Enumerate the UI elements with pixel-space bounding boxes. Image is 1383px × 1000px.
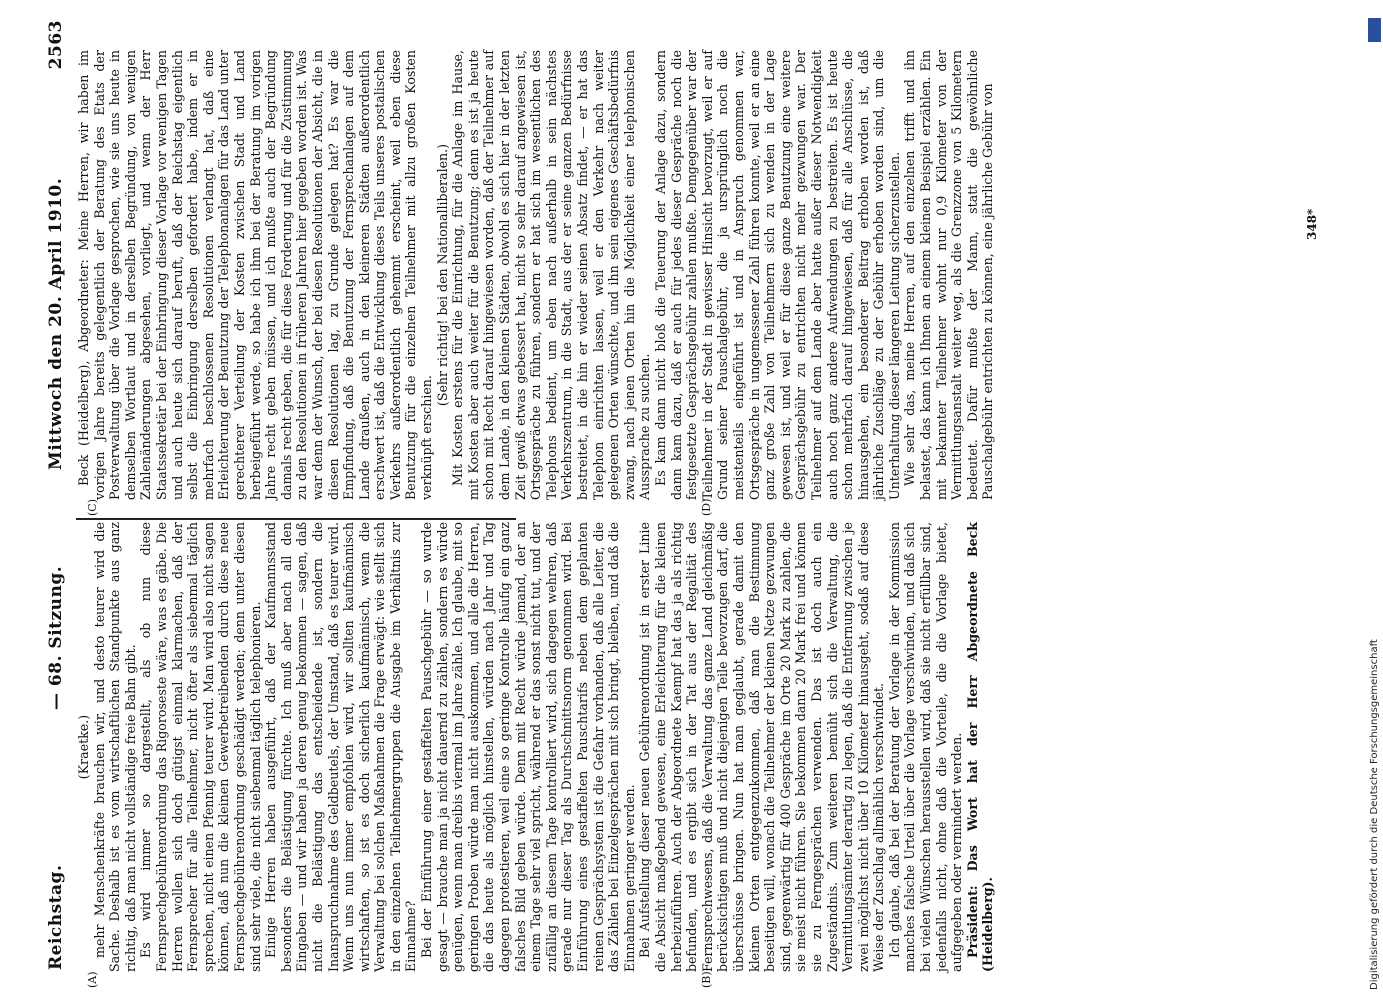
paragraph: Es wird immer so dargestellt, als ob nun diese Fernsprechgebührenordnung das Rigoroseste wäre, was es gäbe. Die Herren wollen sich doch gütigst einmal klarmachen, daß der Fernsprecher für alle Teilnehmer, nicht öfter als siebenmal täglich sprechen, nicht einen Pfennig teurer wird. Man wird also nicht sagen können, daß nun die kleinen Gewerbetreibenden durch diese neue Fernsprechgebührenordnung geschädigt werden; denn unter diesen sind sehr viele, die nicht siebenmal täglich telephonieren. [138,522,263,972]
dfg-credit: Digitalisierung gefördert durch die Deutsche Forschungsgemeinschaft [1369,639,1380,990]
speaker-continuation: (Kraetke.) [76,714,91,780]
dfg-sidebar [1368,10,1382,990]
president-line: Präsident: Das Wort hat der Herr Abgeordnete Beck (Heidelberg). [964,522,996,972]
margin-marker-d: (D) [700,498,713,516]
left-column [76,522,996,972]
paragraph: Es kam dann nicht bloß die Teuerung der Anlage dazu, sondern dann kam dazu, daß er auch für jedes dieser Gespräche noch die festgesetzte Gesprächsgebühr zahlen mußte. Demgegenüber war der Teilnehmer in der Stadt in gewisser Hinsicht bevorzugt, weil er auf Grund seiner Pauschalgebühr, die ja ursprünglich noch die meistenteils eingeführt ist und in Anspruch genommen war, Ortsgespräche in ungemessener Zahl führen konnte, weil er an eine ganz große Zahl von Teilnehmern sich zu wenden in der Lage gewesen ist, und weil er für diese ganze Benutzung eine weitere Gesprächsgebühr zu entrichten nicht mehr gezwungen war. Der Teilnehmer auf dem Lande aber hatte außer dieser Notwendigkeit auch noch ganz andere Aufwendungen zu bestreiten. Es ist heute schon mehrfach darauf hingewiesen, daß für alle Anschlüsse, die hinausgehen, ein besonderer Beitrag erhoben worden ist, daß jährliche Zuschläge zu der Gebühr erhoben worden sind, um die Unterhaltung dieser längeren Leitung sicherzustellen. [652,50,902,500]
paragraph: Einige Herren haben ausgeführt, daß der Kaufmannsstand besonders die Belästigung fürchte. Ich muß aber nach all den Eingaben — und wir haben ja deren genug bekommen — sagen, daß nicht die Belästigung das entscheidende ist, sondern die Inanspruchnahme des Geldbeutels, der Umstand, daß es teurer wird. Wenn uns nun immer empfohlen wird, wir sollten kaufmännisch wirtschaften, so ist es doch sicherlich kaufmännisch, wenn die Verwaltung bei solchen Maßnahmen die Frage erwägt: wie stellt sich in den einzelnen Teilnehmergruppen die Ausgabe im Verhältnis zur Einnahme? [263,522,419,972]
margin-marker-c: (C) [86,499,99,516]
paragraph: Bei der Einführung einer gestaffelten Pauschgebühr — so wurde gesagt — brauche man ja nicht dauernd zu zählen, sondern es würde genügen, wenn man dreibis viermal im Jahre zähle. Ich glaube, mit so geringen Proben würde man nicht auskommen, und alle die Herren, die das heute als möglich hinstellen, würden nach Jahr und Tag dagegen protestieren, weil eine so geringe Kontrolle häufig ein ganz falsches Bild geben würde. Denn mit Recht würde jemand, der an einem Tage sehr viel spricht, während er das sonst nicht tut, und der zufällig an diesem Tage kontrolliert wird, sich dagegen wehren, daß gerade nur dieser Tag als Durchschnittsnorm genommen wird. Bei Einführung eines gestaffelten Pauschtarifs neben dem geplanten reinen Gesprächsystem ist die Gefahr vorhanden, daß alle Leiter, die das Zählen bei Einzelgesprächen mit sich bringt, bleiben, und daß die Einnahmen geringer werden. [419,522,637,972]
page-number: 2563 [46,20,66,70]
column-divider [76,518,516,520]
page-header [40,20,72,970]
right-column [76,50,996,500]
header-date: Mittwoch den 20. April 1910. [46,177,66,470]
header-session: — 68. Sitzung. [46,565,66,710]
paragraph: Bei Aufstellung dieser neuen Gebührenordnung ist in erster Linie die Absicht maßgebend gewesen, eine Erleichterung für die kleinen herbeizuführen. Auch der Abgeordnete Kaempf hat das ja als richtig befunden, und es ergibt sich in der Tat aus der Regalität des Fernsprechwesens, daß die Verwaltung das ganze Land gleichmäßig berücksichtigen muß und nicht diejenigen Teile bevorzugen darf, die überschüsse bringen. Nun hat man geglaubt, gerade damit den kleinen Orten entgegenzukommen, daß man die Bestimmung beseitigen will, wonach die Teilnehmer der kleinen Netze gezwungen sind, gegenwärtig für 400 Gespräche im Orte 20 Mark zu zahlen, die sie meist nicht führen. Sie bekommen dann 20 Mark frei und können sie zu Ferngesprächen verwenden. Das ist doch auch ein Zugeständnis. Zum weiteren bemüht sich die Verwaltung, die Vermittlungsämter derartig zu legen, daß die Entfernung zwischen je zwei möglichst nicht über 10 Kilometer hinausgeht, sodaß auf diese Weise der Zuschlag allmählich verschwindet. [637,522,887,972]
signature-number: 348* [1305,208,1319,240]
interjection: (Sehr richtig! bei den Nationalliberalen.) [434,143,450,407]
margin-marker-b: (B) [700,971,713,988]
header-left: Reichstag. [46,864,66,970]
paragraph: Wie sehr das, meine Herren, auf den einzelnen trifft und ihn belastet, das kann ich Ihnen an einem kleinen Beispiel erzählen. Ein mit bekannter Teilnehmer wohnt nur 0,9 Kilometer von der Vermittlungsanstalt weiter weg, als die Grenzzone von 5 Kilometern bedeutet. Dafür mußte der Mann, statt die gewöhnliche Pauschalgebühr entrichten zu können, eine jährliche Gebühr von [902,50,996,500]
paragraph: Ich glaube, daß bei der Beratung der Vorlage in der Kommission manches falsche Urteil über die Vorlage verschwinden, und daß sich bei vielen Wünschen herausstellen wird, daß sie nicht erfüllbar sind, jedenfalls nicht, ohne daß die Vorteile, die die Vorlage bietet, aufgegeben oder vermindert werden. [886,522,965,972]
margin-marker-a: (A) [86,971,99,988]
paragraph: Mit Kosten erstens für die Einrichtung, für die Anlage im Hause, mit Kosten aber auch weiter für die Benutzung; denn es ist ja heute schon mit Recht darauf hingewiesen worden, daß der Teilnehmer auf dem Lande, in den kleinen Städten, obwohl es sich hier in der letzten Zeit gewiß etwas gebessert hat, nicht so sehr darauf angewiesen ist, Ortsgespräche zu führen, sondern er hat sich im wesentlichen des Telephons bedient, um eben nach außerhalb in sein nächstes Verkehrszentrum, in die Stadt, aus der er seine ganzen Bedürfnisse bestreitet, in die hin er wieder seinen Absatz findet, — er hat das Telephon einrichten lassen, weil er den Verkehr nach weiter gelegenen Orten wünschte, und ihn sein eigenes Geschäftsbedürfnis zwang, nach jenen Orten hin die Möglichkeit einer telephonischen Aussprache zu suchen. [450,50,653,500]
paragraph: mehr Menschenkräfte brauchen wir, und desto teurer wird die Sache. Deshalb ist es vom wirtschaftlichen Standpunkte aus ganz richtig, daß man nicht vollständige freie Bahn gibt. [91,522,138,972]
paragraph: Beck (Heidelberg), Abgeordneter: Meine Herren, wir haben im vorigen Jahre bereits gelegentlich der Beratung des Etats der Postverwaltung über die Vorlage gesprochen, wie sie uns heute in demselben Wortlaut und in derselben Begründung, von wenigen Zahlenänderungen abgesehen, vorliegt, und wenn der Herr Staatssekretär bei der Einbringung dieser Vorlage vor wenigen Tagen und auch heute sich darauf beruft, daß der Reichstag eigentlich selbst die Einbringung derselben gefordert habe, indem er in mehrfach beschlossenen Resolutionen verlangt hat, daß eine Erleichterung der Benutzung der Telephonanlagen für das Land unter gerechterer Verteilung der Kosten zwischen Stadt und Land herbeigeführt werde, so habe ich ihm bei der Beratung im vorigen Jahre recht geben müssen, und ich mußte auch der Begründung damals recht geben, die für diese Forderung und für die Zustimmung zu den Resolutionen in früheren Jahren hier gegeben worden ist. Was war denn der Wunsch, der bei diesen Resolutionen der Absicht, die in diesen Resolutionen lag, zu Grunde gelegen hat? Es war die Empfindung, daß die Benutzung der Fernsprechanlagen auf dem Lande draußen, auch in den kleineren Städten außerordentlich erschwert ist, daß die Entwicklung dieses Teils unseres postalischen Verkehrs außerordentlich gehemmt erscheint, weil eben diese Benutzung für die einzelnen Teilnehmer mit allzu großen Kosten verknüpft erschien. [76,50,435,500]
